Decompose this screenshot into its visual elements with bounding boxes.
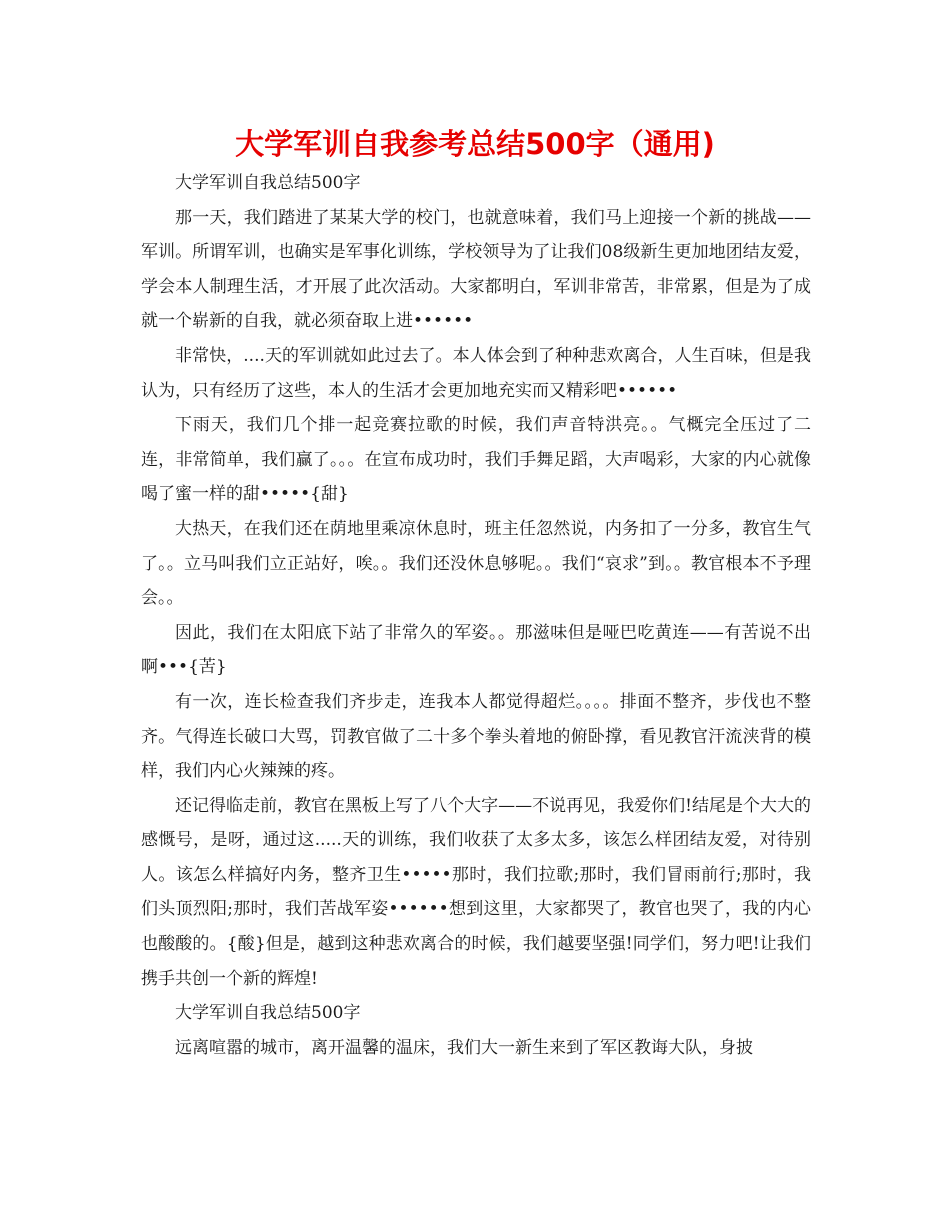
paragraph: 那一天，我们踏进了某某大学的校门，也就意味着，我们马上迎接一个新的挑战——军训。所谓军训，也确实是军事化训练，学校领导为了让我们08级新生更加地团结友爱，学会本人制理生活，才开展了此次活动。大家都明白，军训非常苦，非常累，但是为了成就一个崭新的自我，就必须奋取上进••••••	[141, 207, 811, 332]
paragraph: 有一次，连长检查我们齐步走，连我本人都觉得超烂。。。。排面不整齐，步伐也不整齐。气得连长破口大骂，罚教官做了二十多个拳头着地的俯卧撑，看见教官汗流浃背的模样，我们内心火辣辣的疼。	[141, 691, 811, 782]
paragraph: 非常快，....天的军训就如此过去了。本人体会到了种种悲欢离合，人生百味，但是我认为，只有经历了这些，本人的生活才会更加地充实而又精彩吧••••••	[141, 345, 811, 401]
paragraph: 因此，我们在太阳底下站了非常久的军姿。。那滋味但是哑巴吃黄连——有苦说不出啊•••{苦}	[141, 622, 811, 678]
document-body	[141, 166, 811, 1065]
subheading: 大学军训自我总结500字	[175, 1003, 361, 1024]
paragraph: 下雨天，我们几个排一起竞赛拉歌的时候，我们声音特洪亮。。气概完全压过了二连，非常简单，我们赢了。。。在宣布成功时，我们手舞足蹈，大声喝彩，大家的内心就像喝了蜜一样的甜•••••{甜}	[141, 415, 811, 505]
page-title: 大学军训自我参考总结500字（通用)	[235, 127, 715, 161]
paragraph: 大热天，在我们还在荫地里乘凉休息时，班主任忽然说，内务扣了一分多，教官生气了。。立马叫我们立正站好，唉。。我们还没休息够呢。。我们“哀求”到。。教官根本不予理会。。	[141, 518, 811, 609]
paragraph: 还记得临走前，教官在黑板上写了八个大字——不说再见，我爱你们!结尾是个大大的感慨号，是呀，通过这.....天的训练，我们收获了太多太多，该怎么样团结友爱，对待别人。该怎么样搞好内务，整齐卫生•••••那时，我们拉歌;那时，我们冒雨前行;那时，我们头顶烈阳;那时，我们苦战军姿••••••想到这里，大家都哭了，教官也哭了，我的内心也酸酸的。{酸}但是，越到这种悲欢离合的时候，我们越要坚强!同学们，努力吧!让我们携手共创一个新的辉煌!	[141, 795, 811, 989]
paragraph: 远离喧嚣的城市，离开温馨的温床，我们大一新生来到了军区教诲大队，身披	[175, 1037, 753, 1058]
subheading: 大学军训自我总结500字	[175, 173, 361, 193]
